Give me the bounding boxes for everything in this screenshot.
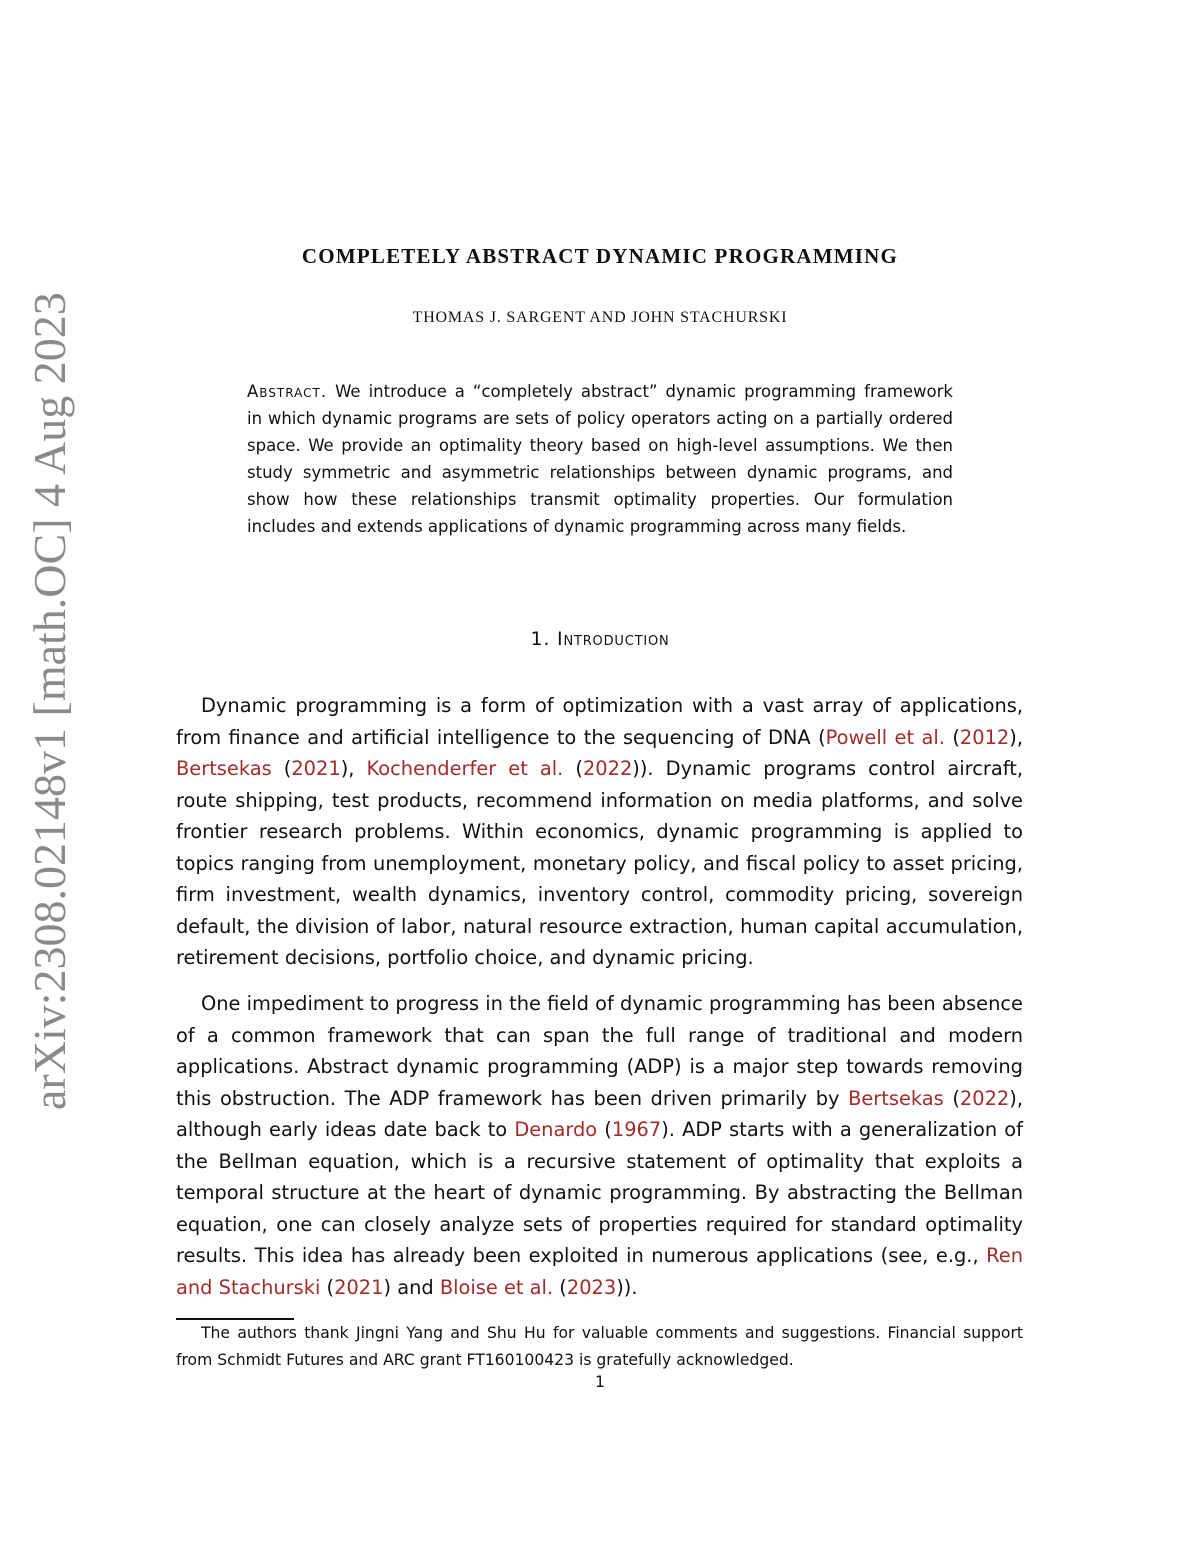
text-run: ( bbox=[944, 725, 960, 749]
text-run: ( bbox=[553, 1275, 567, 1299]
abstract bbox=[247, 378, 953, 540]
text-run: ), bbox=[1009, 725, 1023, 749]
citation-year-link[interactable]: 2012 bbox=[959, 725, 1010, 749]
citation-year-link[interactable]: 2021 bbox=[334, 1275, 384, 1299]
text-run: ( bbox=[563, 757, 583, 780]
text-run: ). ADP starts with a generalization of the Bellman equation, which is a recursive statement of optimality that exploits a temporal structure at the heart of dynamic programming. By abstracting the Bellman equation, one can closely analyze sets of properties required for standard optimality results. This idea has already been exploited in numerous applications (see, e.g., bbox=[176, 1118, 1023, 1267]
text-run: ( bbox=[320, 1275, 335, 1299]
text-run: ), although early ideas date back to bbox=[176, 1086, 1024, 1141]
citation-link-denardo[interactable]: Denardo bbox=[514, 1118, 598, 1141]
text-run: ( bbox=[597, 1118, 612, 1141]
text-run: ), bbox=[340, 757, 367, 780]
intro-paragraph-1 bbox=[176, 690, 1023, 974]
abstract-label: Abstract. bbox=[247, 382, 328, 401]
page-number: 1 bbox=[595, 1373, 605, 1391]
text-run: )). Dynamic programs control aircraft, route shipping, test products, recommend information on media platforms, and solve frontier research problems. Within economics, dynamic programming is applied to topics ranging from unemployment, monetary policy, and fiscal policy to asset pricing, firm investment, wealth dynamics, inventory control, commodity pricing, sovereign default, the division of labor, natural resource extraction, human capital accumulation, retirement decisions, portfolio choice, and dynamic pricing. bbox=[176, 757, 1023, 969]
citation-link-powell[interactable]: Powell et al. bbox=[825, 725, 945, 749]
text-run: Dynamic programming is a form of optimization with a vast array of applications, from finance and artificial intelligence to the sequencing of DNA ( bbox=[176, 694, 1023, 749]
citation-link-bertsekas[interactable]: Bertsekas bbox=[176, 757, 272, 780]
text-run: )). bbox=[616, 1275, 638, 1299]
section-heading-introduction: 1. Introduction bbox=[530, 628, 670, 650]
arxiv-identifier-stamp: arXiv:2308.02148v1 [math.OC] 4 Aug 2023 bbox=[24, 292, 75, 1110]
citation-link-bertsekas-2022[interactable]: Bertsekas bbox=[848, 1086, 944, 1110]
text-run: ( bbox=[271, 757, 292, 780]
citation-year-link[interactable]: 2022 bbox=[582, 757, 633, 780]
citation-link-kochenderfer[interactable]: Kochenderfer et al. bbox=[366, 757, 564, 780]
citation-link-ren-stachurski[interactable]: Ren and Stachurski bbox=[176, 1244, 1023, 1299]
intro-paragraph-2 bbox=[176, 988, 1023, 1303]
text-run: ( bbox=[943, 1086, 960, 1110]
citation-link-bloise[interactable]: Bloise et al. bbox=[439, 1275, 554, 1299]
citation-year-link[interactable]: 2022 bbox=[959, 1086, 1010, 1110]
footnote-text: The authors thank Jingni Yang and Shu Hu for valuable comments and suggestions. Financial support from Schmidt Futures and ARC grant FT160100423 is gratefully acknowledged. bbox=[176, 1324, 1023, 1369]
abstract-text: We introduce a “completely abstract” dynamic programming framework in which dynamic programs are sets of policy operators acting on a partially ordered space. We provide an optimality theory based on high-level assumptions. We then study symmetric and asymmetric relationships between dynamic programs, and show how these relationships transmit optimality properties. Our formulation includes and extends applications of dynamic programming across many fields. bbox=[247, 382, 953, 536]
text-run: ) and bbox=[383, 1275, 440, 1299]
paper-authors: THOMAS J. SARGENT AND JOHN STACHURSKI bbox=[412, 309, 788, 326]
paper-title: COMPLETELY ABSTRACT DYNAMIC PROGRAMMING bbox=[301, 244, 899, 268]
footnote bbox=[176, 1320, 1023, 1374]
text-run: One impediment to progress in the field of dynamic programming has been absence of a common framework that can span the full range of traditional and modern applications. Abstract dynamic programming (ADP) is a major step towards removing this obstruction. The ADP framework has been driven primarily by bbox=[176, 992, 1023, 1110]
citation-year-link[interactable]: 2021 bbox=[291, 757, 341, 780]
citation-year-link[interactable]: 2023 bbox=[566, 1275, 617, 1299]
citation-year-link[interactable]: 1967 bbox=[611, 1118, 662, 1141]
